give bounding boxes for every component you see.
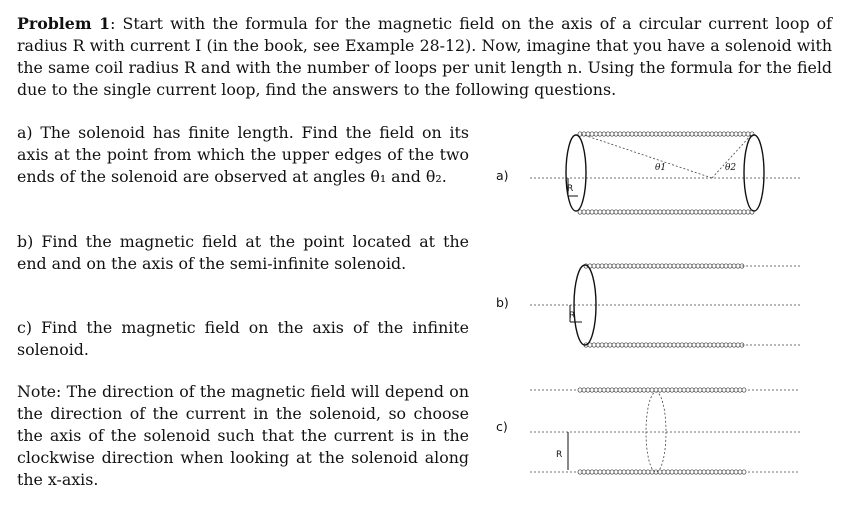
figure-b-label: b)	[496, 295, 509, 310]
question-a: a) The solenoid has finite length. Find the field on its axis at the point from which the upper edges of the two ends of the solenoid are observed at angles θ₁ and θ₂.	[17, 123, 469, 186]
figure-c-radius: R	[556, 450, 563, 460]
question-c: c) Find the magnetic field on the axis of the infinite solenoid.	[17, 318, 469, 359]
figure-b-radius: R	[569, 311, 576, 321]
figure-c-label: c)	[496, 419, 508, 434]
figure-a-angle2: θ2	[725, 163, 737, 173]
note: Note: The direction of the magnetic field will depend on the direction of the current in the solenoid, so choose the axis of the solenoid such that the current is in the clockwise direction when looking at the solenoid along the x-axis.	[17, 382, 469, 489]
figure-a-radius: R	[567, 184, 574, 194]
question-b: b) Find the magnetic field at the point located at the end and on the axis of the semi-infinite solenoid.	[17, 232, 469, 273]
figure-a-angle1: θ1	[655, 163, 667, 173]
figure-a-label: a)	[496, 168, 509, 183]
problem-label: Problem 1	[17, 14, 111, 33]
problem-intro: : Start with the formula for the magnetic field on the axis of a circular current loop of radius R with current I (in the book, see Example 28-12). Now, imagine that you have a solenoid with the same coil radius R and with the number of loops per unit length n. Using the formula for the field due to the single current loop, find the answers to the following questions.	[17, 14, 833, 99]
